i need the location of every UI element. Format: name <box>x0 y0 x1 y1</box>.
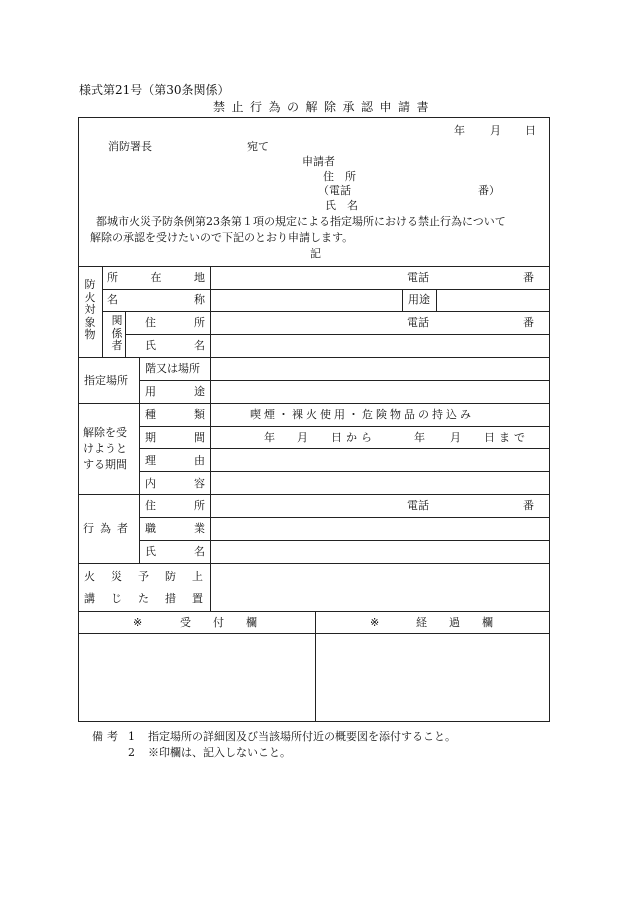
note-number-2: 2 <box>128 746 135 759</box>
statement-line-2: 解除の承認を受けたいので下記のとおり申請します。 <box>90 231 354 244</box>
related-name-text-char: 氏 <box>145 339 156 352</box>
reason-label <box>145 455 205 466</box>
applicant-address-label: 住 所 <box>323 170 356 183</box>
actor-job-label <box>145 523 205 534</box>
actor-address-label <box>145 500 205 511</box>
kind-label-text-char: 類 <box>194 408 205 421</box>
kind-label <box>145 409 205 420</box>
location-ban-label: 番 <box>523 271 534 284</box>
kind-value: 喫煙・裸火使用・危険物品の持込み <box>250 408 474 421</box>
term-month-to: 月 <box>450 431 461 444</box>
applicant-phone-label: （電話 <box>318 184 351 197</box>
actor-name-label <box>145 546 205 557</box>
related-address-text-char: 所 <box>194 316 205 329</box>
ki-label: 記 <box>310 247 321 260</box>
applicant-phone-suffix: 番） <box>478 184 500 197</box>
date-month-label: 月 <box>490 124 501 137</box>
term-month-from: 月 <box>297 431 308 444</box>
location-phone-label: 電話 <box>407 271 429 284</box>
receipt-mark: ※ <box>133 616 143 629</box>
actor-address-text-char: 住 <box>145 499 156 512</box>
receipt-label: 受付欄 <box>180 616 279 629</box>
name-label-text-char: 称 <box>194 293 205 306</box>
floor-place-label: 階又は場所 <box>145 362 200 375</box>
actor-ban-label: 番 <box>523 499 534 512</box>
date-year-label: 年 <box>454 124 465 137</box>
term-label-text-char: 間 <box>194 431 205 444</box>
addressee-label: 消防署長 <box>108 140 152 153</box>
period-group-label: 解除を受けようとする期間 <box>83 426 127 471</box>
place-usage-text-char: 途 <box>194 385 205 398</box>
date-day-label: 日 <box>525 124 536 137</box>
addressee-suffix: 宛て <box>247 140 269 153</box>
statement-line-1: 都城市火災予防条例第23条第１項の規定による指定場所における禁止行為について <box>96 215 506 228</box>
progress-mark: ※ <box>370 616 380 629</box>
location-label-text-char: 在 <box>150 271 162 284</box>
kind-label-text-char: 種 <box>145 408 156 421</box>
progress-label: 経過欄 <box>416 616 515 629</box>
name-label-text-char: 名 <box>107 293 118 306</box>
related-address-label <box>145 317 205 328</box>
target-group-label: 防火対象物 <box>84 278 96 341</box>
term-year-to: 年 <box>414 431 425 444</box>
location-label-text-char: 所 <box>107 271 118 284</box>
related-address-text-char: 住 <box>145 316 156 329</box>
term-label <box>145 432 205 443</box>
actor-job-text-char: 業 <box>194 522 205 535</box>
term-label-text-char: 期 <box>145 431 156 444</box>
applicant-name-label: 氏 名 <box>325 199 358 212</box>
content-label-text-char: 容 <box>194 477 205 490</box>
reason-label-text-char: 由 <box>194 454 205 467</box>
actor-job-text-char: 職 <box>145 522 156 535</box>
related-name-text-char: 名 <box>194 339 205 352</box>
content-label-text-char: 内 <box>145 477 156 490</box>
term-day-to: 日まで <box>484 431 529 444</box>
place-usage-label <box>145 386 205 397</box>
term-year-from: 年 <box>264 431 275 444</box>
content-label <box>145 478 205 489</box>
related-phone-label: 電話 <box>407 316 429 329</box>
actor-group-label: 行為者 <box>83 522 134 535</box>
name-label <box>107 294 205 305</box>
note-text-1: 指定場所の詳細図及び当該場所付近の概要図を添付すること。 <box>148 730 456 743</box>
usage-label: 用途 <box>408 293 430 306</box>
actor-name-text-char: 名 <box>194 545 205 558</box>
actor-name-text-char: 氏 <box>145 545 156 558</box>
place-group-label: 指定場所 <box>84 374 128 387</box>
fire-prevention-line-2: 講じた措置 <box>84 592 219 605</box>
notes-heading: 備考 <box>92 730 122 743</box>
reason-label-text-char: 理 <box>145 454 156 467</box>
term-day-from: 日から <box>331 431 376 444</box>
actor-address-text-char: 所 <box>194 499 205 512</box>
note-text-2: ※印欄は、記入しないこと。 <box>148 746 291 759</box>
actor-phone-label: 電話 <box>407 499 429 512</box>
related-persons-label: 関係者 <box>111 314 123 352</box>
related-name-label <box>145 340 205 351</box>
note-number-1: 1 <box>128 730 135 743</box>
location-label-text-char: 地 <box>194 271 205 284</box>
form-title: 禁止行為の解除承認申請書 <box>213 100 436 114</box>
place-usage-text-char: 用 <box>145 385 156 398</box>
related-ban-label: 番 <box>523 316 534 329</box>
location-label <box>107 272 205 283</box>
fire-prevention-line-1: 火災予防上 <box>84 570 219 583</box>
form-number: 様式第21号（第30条関係） <box>79 83 230 97</box>
applicant-label: 申請者 <box>302 155 335 168</box>
